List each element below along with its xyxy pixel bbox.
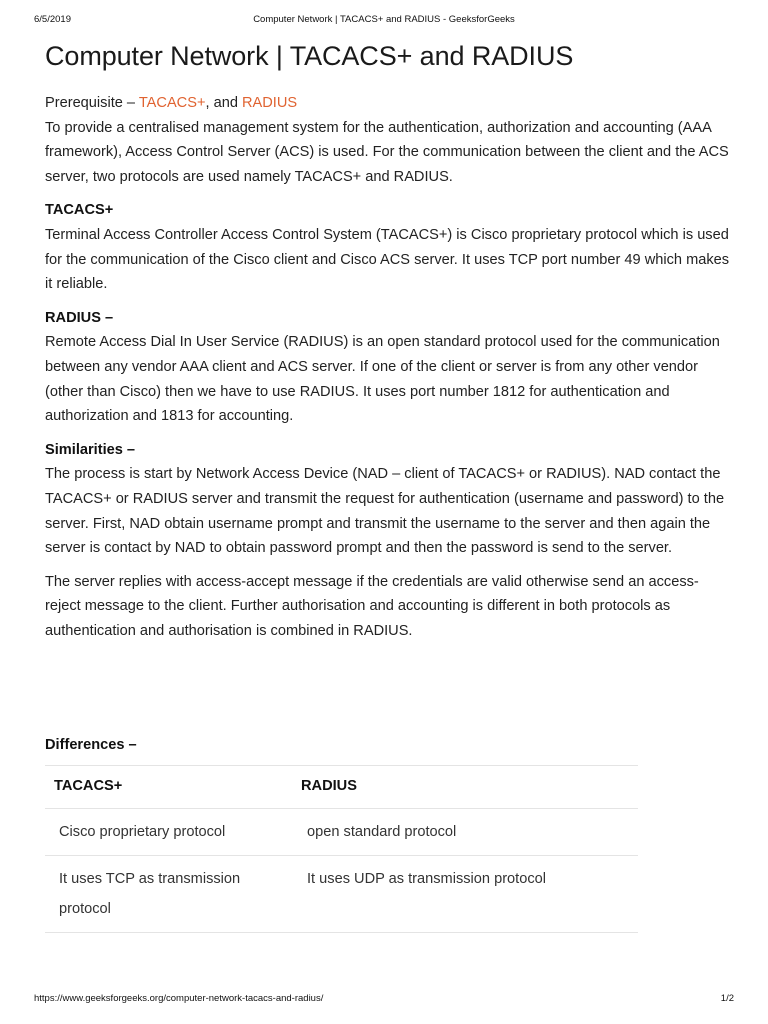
table-row (45, 809, 638, 856)
print-date: 6/5/2019 (34, 14, 71, 25)
print-page-title: Computer Network | TACACS+ and RADIUS - GeeksforGeeks (253, 14, 515, 25)
table-cell: open standard protocol (301, 809, 638, 856)
print-header (34, 14, 734, 28)
radius-heading: RADIUS – (45, 309, 114, 326)
table-cell: It uses TCP as transmission protocol (45, 856, 301, 933)
table-row (45, 856, 638, 933)
tacacs-link[interactable]: TACACS+ (138, 95, 206, 111)
table-header-radius: RADIUS (301, 766, 638, 809)
prerequisite-line (45, 91, 730, 116)
tacacs-heading: TACACS+ (45, 202, 114, 219)
differences-table (45, 765, 638, 933)
prerequisite-separator: , and (205, 95, 242, 111)
table-header-tacacs: TACACS+ (45, 766, 301, 809)
table-cell: Cisco proprietary protocol (45, 809, 301, 856)
similarities-paragraph-2: The server replies with access-accept message if the credentials are valid otherwise send an access-reject message to the client. Further authorisation and accounting is different in both protocols as authentication and authorisation is combined in RADIUS. (45, 573, 699, 639)
print-url: https://www.geeksforgeeks.org/computer-network-tacacs-and-radius/ (34, 993, 324, 1004)
tacacs-paragraph: Terminal Access Controller Access Control System (TACACS+) is Cisco proprietary protocol which is used for the communication of the Cisco client and Cisco ACS server. It uses TCP port number 49 which makes it reliable. (45, 226, 730, 293)
differences-heading: Differences – (45, 737, 137, 754)
page-title: Computer Network | TACACS+ and RADIUS (45, 41, 574, 71)
prerequisite-prefix: Prerequisite – (45, 95, 139, 111)
print-footer (34, 993, 734, 1007)
radius-link[interactable]: RADIUS (242, 95, 298, 111)
similarities-paragraph-1: The process is start by Network Access Device (NAD – client of TACACS+ or RADIUS). NAD contact the TACACS+ or RADIUS server and transmit the request for authentication (username and password) to the server. First, NAD obtain username prompt and transmit the username to the server and then again the server is contact by NAD to obtain password prompt and then the password is send to the server. (45, 466, 725, 557)
radius-paragraph: Remote Access Dial In User Service (RADIUS) is an open standard protocol used for the communication between any vendor AAA client and ACS server. If one of the client or server is from any other vendor (other than Cisco) then we have to use RADIUS. It uses port number 1812 for authentication and authorization and 1813 for accounting. (45, 334, 720, 425)
intro-paragraph: To provide a centralised management system for the authentication, authorization and accounting (AAA framework), Access Control Server (ACS) is used. For the communication between the client and the ACS server, two protocols are used namely TACACS+ and RADIUS. (45, 119, 729, 185)
table-cell: It uses UDP as transmission protocol (301, 856, 638, 933)
article-body (45, 36, 730, 933)
table-header-row (45, 766, 638, 809)
similarities-heading: Similarities – (45, 441, 136, 458)
page-number: 1/2 (720, 993, 734, 1004)
